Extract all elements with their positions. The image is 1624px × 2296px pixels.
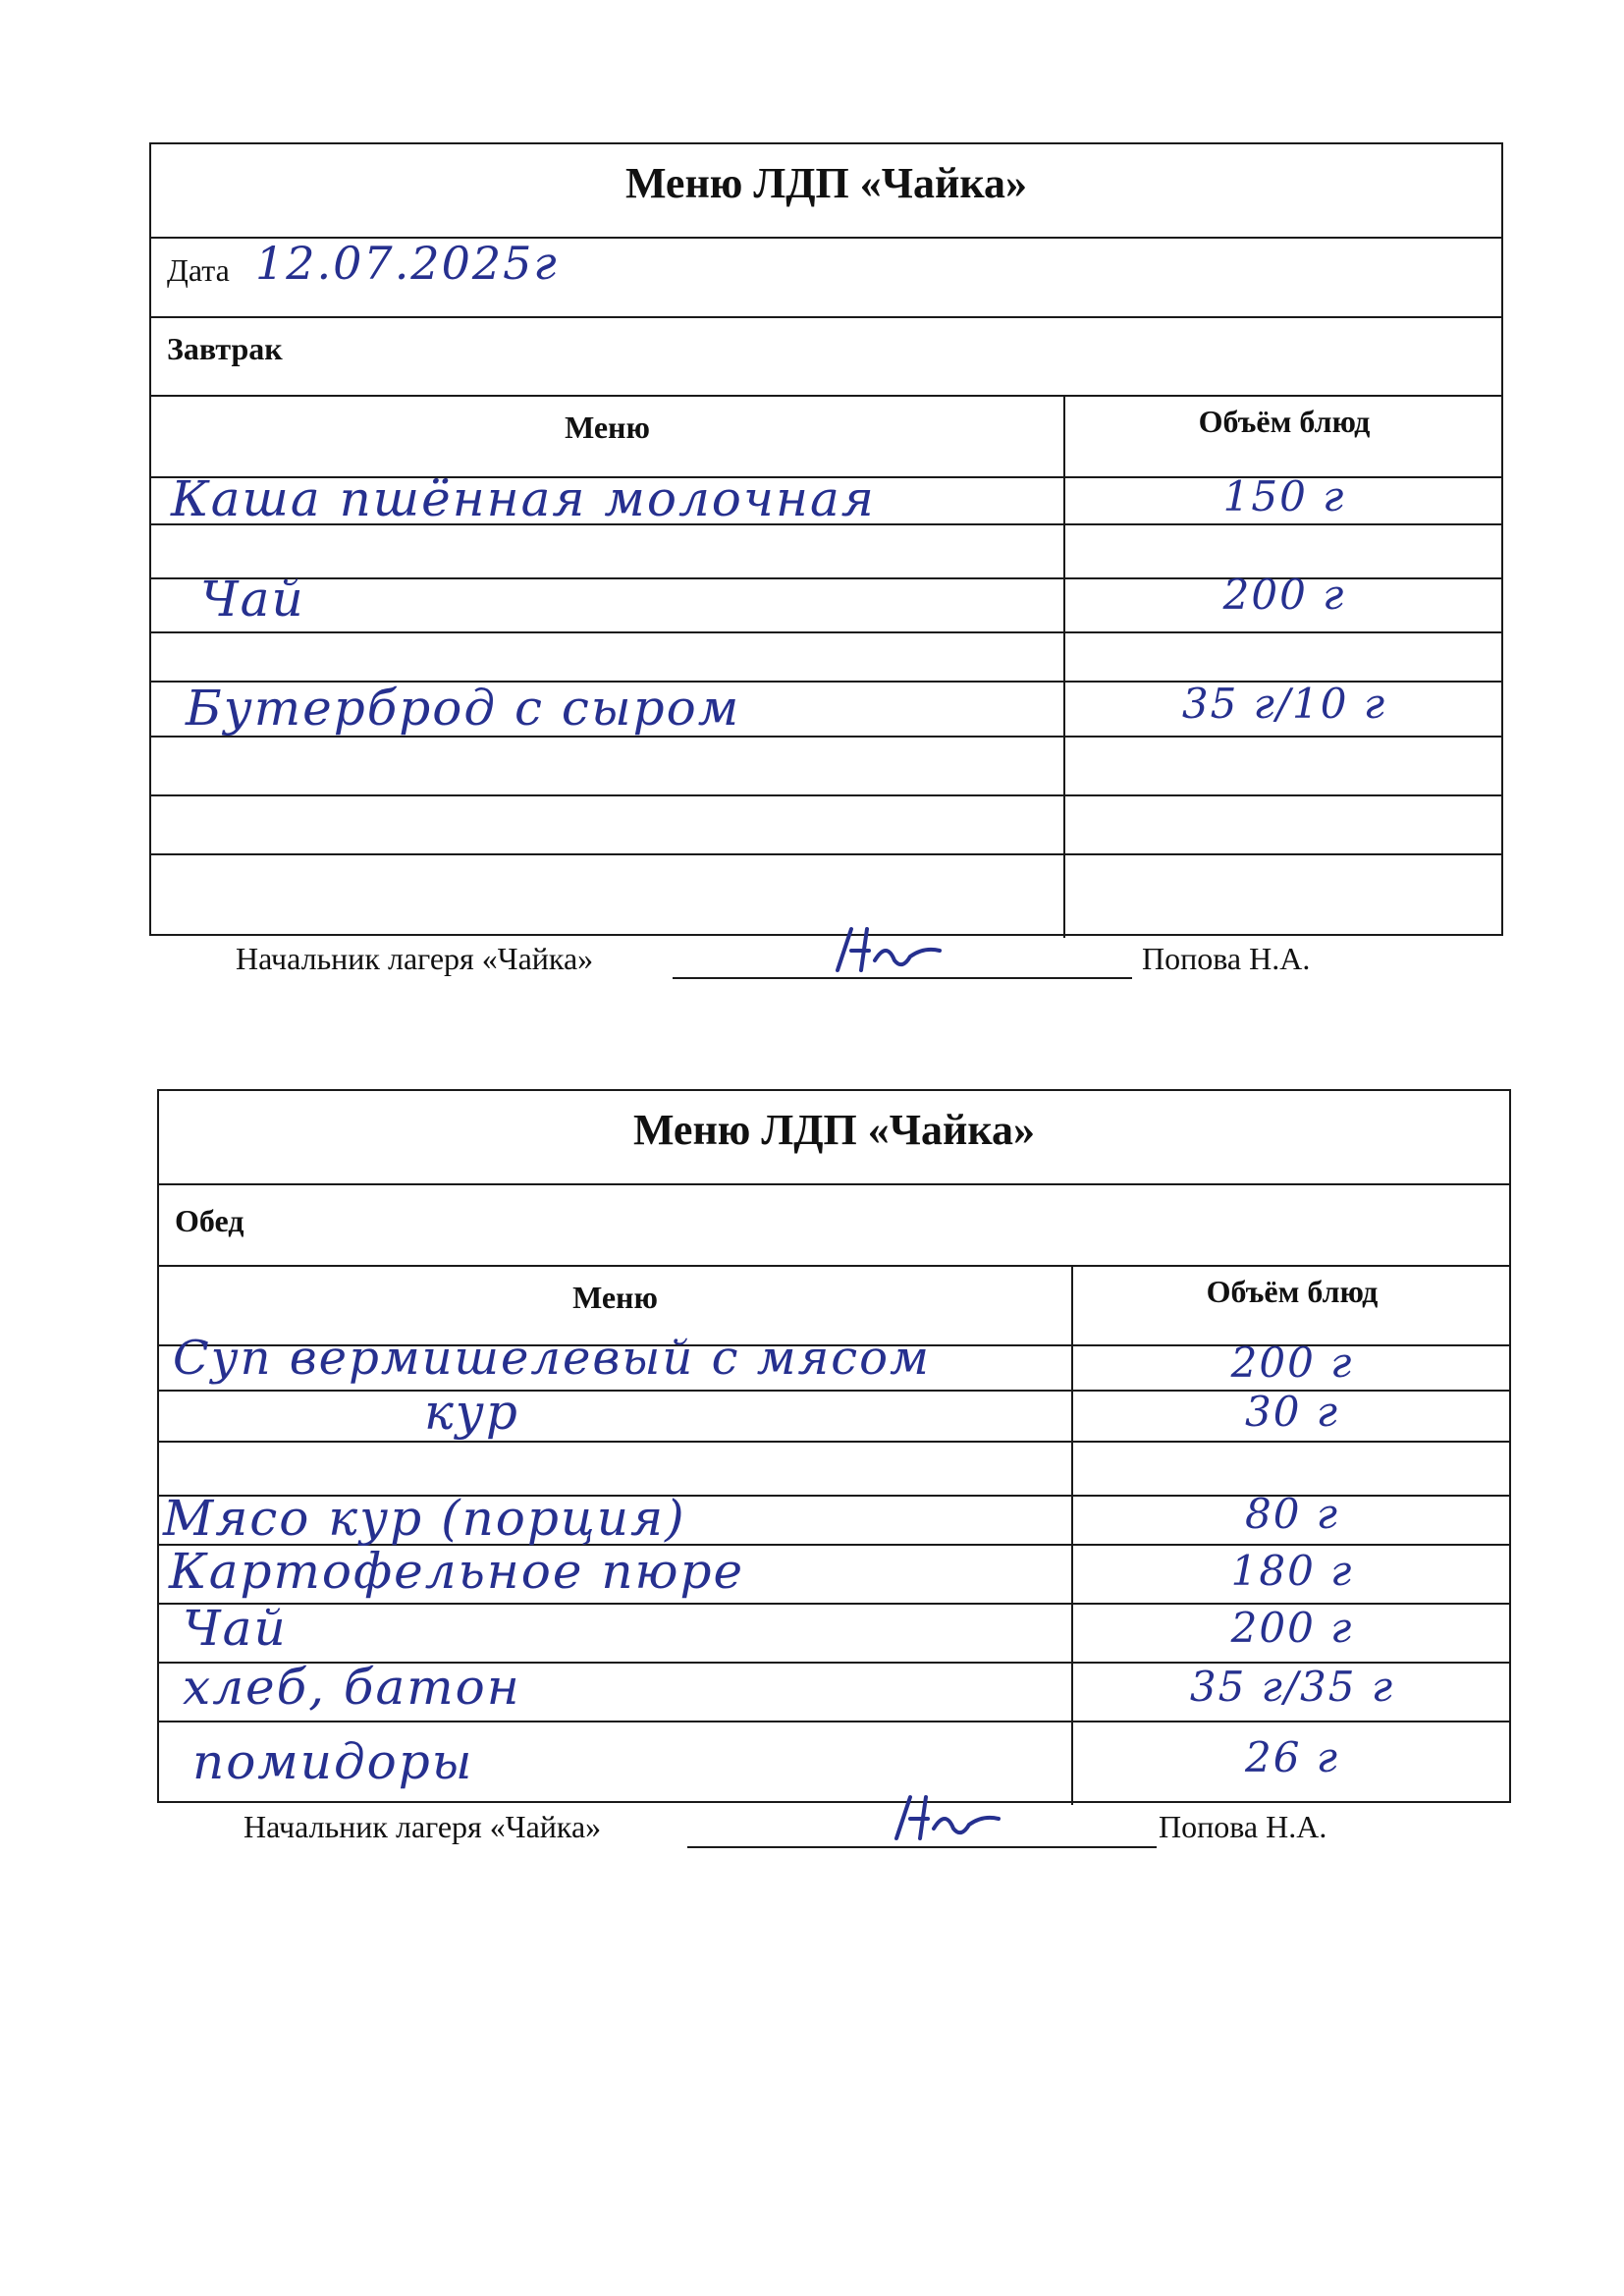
table-row: 180 г [1230, 1547, 1354, 1595]
breakfast-signature-name: Попова Н.А. [1142, 941, 1311, 976]
table-row: Чай [183, 1600, 288, 1657]
breakfast-col-volume: Объём блюд [1198, 404, 1371, 439]
table-row: 35 г/10 г [1181, 680, 1387, 728]
table-row: 200 г [1222, 571, 1346, 619]
table-row: хлеб, батон [183, 1659, 521, 1716]
table-row: Каша пшённая молочная [171, 470, 876, 527]
breakfast-col-menu: Меню [565, 410, 650, 445]
breakfast-form [149, 142, 1503, 936]
table-row: Мясо кур (порция) [163, 1490, 686, 1547]
table-row: 26 г [1244, 1733, 1340, 1781]
table-row: Бутерброд с сыром [186, 680, 741, 737]
table-row: 200 г [1230, 1604, 1354, 1652]
table-row: 80 г [1244, 1490, 1340, 1538]
lunch-col-menu: Меню [572, 1280, 658, 1315]
lunch-signature-label: Начальник лагеря «Чайка» [244, 1809, 602, 1844]
table-row: 200 г [1230, 1339, 1354, 1387]
breakfast-title: Меню ЛДП «Чайка» [624, 159, 1028, 207]
lunch-col-volume: Объём блюд [1206, 1274, 1379, 1309]
lunch-title: Меню ЛДП «Чайка» [632, 1106, 1036, 1154]
signature-scribble [830, 921, 947, 980]
table-row: Картофельное пюре [169, 1543, 745, 1600]
table-row: 30 г [1244, 1388, 1340, 1436]
table-row: 35 г/35 г [1189, 1663, 1395, 1711]
lunch-form [157, 1089, 1511, 1803]
lunch-signature-name: Попова Н.А. [1159, 1809, 1327, 1844]
date-value: 12.07.2025г [255, 237, 559, 290]
table-row: помидоры [192, 1733, 474, 1790]
table-row: Чай [200, 571, 305, 628]
lunch-meal-label: Обед [175, 1203, 244, 1238]
table-row: кур [424, 1384, 519, 1441]
table-row: 150 г [1222, 472, 1346, 520]
breakfast-signature-label: Начальник лагеря «Чайка» [236, 941, 594, 976]
date-label: Дата [167, 252, 230, 288]
breakfast-meal-label: Завтрак [167, 331, 283, 366]
signature-scribble [889, 1789, 1006, 1848]
table-row: Суп вермишелевый с мясом [173, 1331, 931, 1386]
